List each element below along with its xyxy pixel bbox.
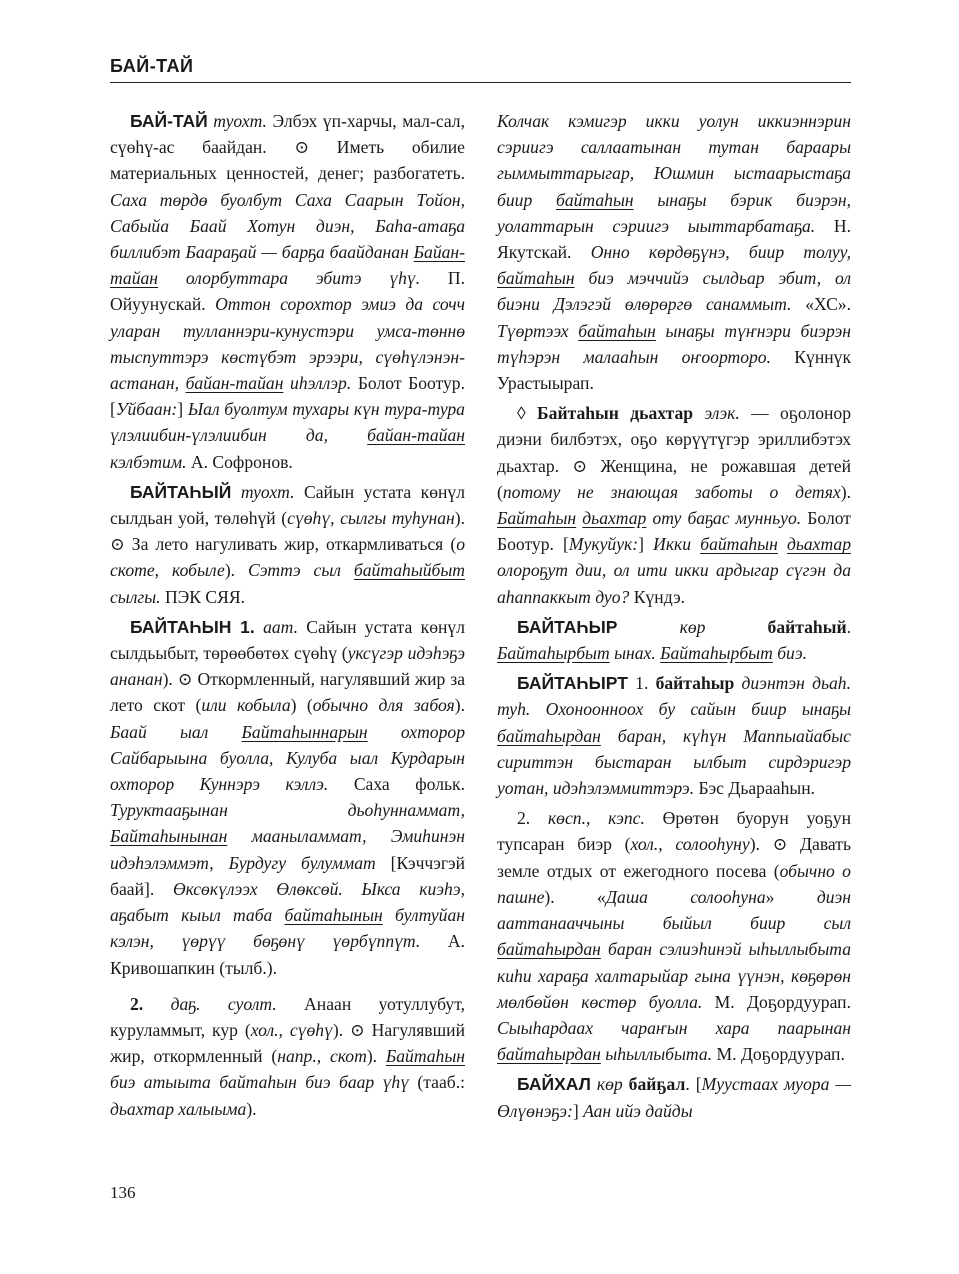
example-keyword: байтаһын [578, 320, 656, 341]
text-run: хол., сүөһү [250, 1019, 333, 1040]
example-keyword: байтаһын [555, 189, 634, 210]
text-run: Ыкса киэһэ, аҕабыт кыыл таба [110, 878, 465, 926]
text-run: А. Кривошапкин (тылб.). [110, 931, 465, 978]
text-run: байҕал [622, 1074, 686, 1095]
text-run: Болот Боотур. [ [497, 508, 851, 555]
text-run: ПЭК СЯЯ. [160, 586, 246, 607]
text-run: «ХС». [791, 294, 851, 315]
text-run: баран, күһүн Маппыайабыс сириттэн быстаран ылбыт сирдэригэр уотан, идэһэлэммиттэрэ. [497, 725, 851, 799]
text-run: (тааб.: [409, 1072, 465, 1093]
example-keyword: байан-тайан [185, 373, 284, 394]
text-run: Саха фольк. [328, 774, 465, 795]
text-run: обычно о пашне [497, 860, 851, 907]
text-run: Сыыһардаах чараҥын хара паарынан [497, 1017, 851, 1038]
example-keyword: байтаһын [700, 534, 778, 555]
text-run: ынах. [609, 643, 661, 664]
text-run: диэн ааттанааччыны быйыл биир сыл [497, 886, 851, 934]
text-run: — оҕолонор диэни билбэтэх, оҕо көрүүтүгэр эриллибэтэх дьахтар. ⊙ Женщина, не рожавшая детей ( [497, 403, 852, 502]
example-keyword: Байтаһырбыт [497, 643, 610, 664]
text-run: Саха төрдө буолбут Саха Саарын Тойон, Сабыйа Баай Хотун диэн, Баһа-атаҕа биллибэт Баараҕай — барҕа баайданан [110, 189, 465, 263]
page-number: 136 [110, 1183, 136, 1202]
text-run: ). [366, 1046, 386, 1067]
entry-baitahyi [110, 479, 465, 610]
example-keyword: дьахтар [786, 534, 851, 555]
text-run: М. Доҕордуурап. [712, 1044, 845, 1065]
text-run: напр., скот [277, 1046, 367, 1067]
text-run: 1. [627, 673, 656, 694]
text-run: сылгы. [110, 586, 161, 607]
text-run: М. Доҕордуурап. [702, 991, 851, 1012]
text-run: обычно для забоя [312, 695, 455, 716]
text-run: ынаҕы түҥнэри биэрэн түһэрэн малааһын оҥоорторо. [497, 320, 851, 367]
text-run: ). ⊙ Откормленный, нагулявший жир за лето скот ( [110, 669, 465, 716]
entry-bai-tai [110, 108, 465, 475]
text-run: олорбуттара эбитэ үһү. [158, 268, 421, 289]
headword: БАЙТАҺЫРТ [517, 673, 628, 694]
text-run: Өксөкүлээх Өлөксөй. [172, 878, 343, 899]
text-run: иһэллэр. [283, 373, 352, 394]
text-run: ◊ [517, 403, 538, 424]
text-run: Өрөтөн буорун уоҕун тупсаран биэр ( [497, 808, 852, 855]
text-run: байтаһыр [655, 673, 735, 694]
example-keyword: Байтаһын [497, 508, 577, 529]
text-run: биэ атыыта байтаһын биэ баар үһү [110, 1072, 409, 1093]
example-keyword: байтаһыйбыт [353, 560, 465, 581]
entry-baitahyn-2 [110, 991, 465, 1122]
headword: БАЙТАҺЫЙ [130, 481, 232, 502]
text-run [530, 699, 545, 719]
text-run [343, 879, 362, 899]
text-run: потому не знающая заботы о детях [502, 481, 841, 502]
text-run: оту баҕас мунньуо. [646, 508, 802, 529]
text-run: А. Софронов. [186, 451, 293, 472]
text-run: П. Ойуунускай. [110, 268, 465, 315]
text-run: Анаан уотуллубут, куруламмыт, кур ( [110, 993, 465, 1040]
text-run: ). ⊙ Нагулявший жир, откормленный ( [110, 1019, 465, 1067]
text-run: туохт. [231, 481, 295, 502]
right-column [497, 108, 851, 1128]
text-run: ] [572, 1100, 584, 1121]
text-run: Баай ыал [110, 721, 242, 742]
text-run: ). [246, 1098, 257, 1119]
text-run: Мукуйук: [568, 534, 639, 555]
text-run: или кобыла [201, 695, 291, 716]
text-run: уксүгэр идэһэҕэ ананан [110, 643, 465, 690]
text-run: дьахтар халыыма [110, 1098, 247, 1119]
headword: БАЙТАҺЫН 1. [130, 616, 255, 637]
text-run: Бэс Дьарааһын. [694, 778, 816, 799]
text-run: » [765, 886, 817, 907]
text-run: ) ( [290, 695, 313, 716]
text-run: ). [840, 481, 851, 502]
text-run: ). ⊙ За лето нагуливать жир, откармливаться ( [110, 508, 465, 555]
text-run: о скоте, кобыле [110, 534, 465, 581]
example-keyword: Байтаһын [385, 1046, 465, 1067]
text-run: Күннүк Урастыырап. [497, 346, 852, 394]
text-run: Колчак кэмигэр икки уолун иккиэннэрин сэриигэ саллаатынан тутан бараары гыммыттарыгар, Юшмин ыстаарыстаҕа биир [497, 111, 851, 210]
text-run: ). [224, 560, 249, 581]
example-keyword: дьахтар [582, 508, 647, 529]
entry-baitahyrt-2 [497, 805, 851, 1067]
headword: БАЙХАЛ [517, 1074, 591, 1095]
entry-baitahyrt-1 [497, 670, 851, 801]
entry-baikhal [497, 1071, 851, 1123]
example-keyword: Байтаһырбыт [660, 643, 773, 664]
text-run: көсп., кэпс. [547, 808, 645, 829]
text-run: Элбэх үп-харчы, мал-сал, сүөһү-ас баайдан. ⊙ Иметь обилие материальных ценностей, денег; разбогатеть. [110, 111, 465, 184]
example-keyword: байтаһырдан [497, 1044, 601, 1065]
text-run: Күндэ. [629, 586, 686, 607]
text-run: Охоноонноох бу сайын биир ынаҕы [545, 699, 851, 720]
text-run: ыһыллыбыта. [600, 1044, 713, 1065]
text-run: Онно көрдөҕүнэ, биир толуу, [590, 242, 851, 263]
text-run [778, 534, 787, 554]
text-run: бултуйан кэлэн, үөрүү бөҕөнү үөрбүппүт. [110, 905, 466, 952]
text-run: биэ. [772, 643, 807, 664]
text-run: кэлбэтим. [110, 451, 187, 472]
left-column [110, 108, 465, 1126]
text-run: Ыал буолтум тухары күн тура-тура үлэлиибин-үлэлиибин да, [110, 399, 465, 446]
example-keyword: байтаһын [497, 268, 575, 289]
entry-continuation [497, 108, 851, 396]
text-run: олороҕут дии, ол ити икки ардыгар сүгэн да аһаппаккыт дуо? [497, 560, 851, 607]
example-keyword: байан-тайан [367, 425, 465, 446]
idiom-baitahyn-dhakhtar [497, 400, 851, 610]
text-run: Сайын устата көнүл сылдьыбыт, төрөөбөтөх сүөһү ( [110, 616, 465, 664]
text-run: Даша солооһуна [605, 886, 766, 907]
text-run: Байтаһын дьахтар [537, 403, 694, 424]
text-run: даҕ. суолт. [143, 993, 277, 1014]
text-run: охторор Сайбарыына буолла, Кулуба ыал Курдарын охторор Куннэрэ кэллэ. [110, 721, 465, 795]
text-run: Оттон сорохтор эмиэ да сочч уларан тулланнэри-кунустэри умса-төннө тыспуттэрэ көстүбэт эрээри, сүөһүлэнэн-астанан, [110, 294, 465, 394]
text-run: хол., солооһуну [630, 834, 750, 855]
text-run: Болот Боотур. [ [110, 373, 466, 420]
example-keyword: Байтаһынынан [110, 826, 228, 847]
text-run: Муустаах муора — Өлүөнэҕэ: [497, 1074, 851, 1121]
text-run: Аан ийэ дайды [583, 1100, 693, 1121]
text-run: ). « [544, 886, 606, 907]
text-run: . [ [685, 1074, 702, 1095]
text-run: көр [617, 616, 706, 637]
text-run: аат. [254, 616, 298, 637]
text-run: байтаһый [705, 616, 847, 637]
text-run: ] [177, 399, 188, 420]
text-run: биэ мэччийэ сылдьар эбит, ол биэни Дэлэгэй өлөрөргө санаммыт. [497, 268, 851, 315]
text-run: элэк. [693, 403, 740, 424]
running-header [110, 58, 851, 83]
entry-baitahyn-1 [110, 614, 465, 981]
example-keyword: Байтаһыннарын [241, 721, 368, 742]
example-keyword: байтаһырдан [497, 725, 601, 746]
header-title: БАЙ-ТАЙ [110, 56, 194, 76]
example-keyword: байтаһырдан [497, 939, 601, 960]
text-run: диэнтэн дьаһ. туһ. [497, 673, 851, 720]
text-run: Икки [653, 534, 701, 555]
text-run: сүөһү, сылгы туһунан [287, 508, 455, 529]
text-run: туохт. [207, 111, 267, 131]
text-run: . [846, 616, 851, 637]
headword: БАЙТАҺЫР [517, 616, 618, 637]
text-run: Н. Якутскай. [497, 215, 851, 263]
text-run: Туруктааҕынан дьоһуннаммат, [110, 800, 465, 821]
text-run: Сайын устата көнүл сылдьан уой, төлөһүй ( [110, 481, 465, 529]
headword: БАЙ-ТАЙ [130, 111, 208, 131]
text-run: ). ⊙ Давать земле отдых от ежегодного посева ( [497, 834, 851, 881]
text-run: баран сэлиэһинэй ыһыллыбыта киһи хараҕа халтарыйар гына үүнэн, көҕөрөн мөлбөйөн көстөр буолла. [497, 939, 851, 1012]
text-run: Уйбаан: [115, 399, 178, 420]
text-run: ). [454, 695, 465, 716]
example-keyword: байтаһынын [284, 905, 383, 926]
text-run: ынаҕы бэрик биэрэн, уолаттарын сэриигэ ыыттарбатаҕа. [497, 189, 852, 236]
text-run: Түөртээх [497, 320, 579, 341]
example-keyword: Байан-тайан [110, 242, 465, 289]
text-run: ] [638, 534, 654, 555]
text-run: көр [590, 1074, 623, 1095]
text-run: [Кэччэгэй баай]. [110, 852, 465, 899]
text-run: 2. [517, 808, 548, 829]
entry-baitahyr [497, 614, 851, 666]
text-run: 2. [130, 993, 144, 1014]
text-run: Сэттэ сыл [248, 560, 354, 581]
text-run: мааныламмат, Эмиһинэн идэһэлэммэт, Бурдугу булуммат [110, 826, 465, 873]
